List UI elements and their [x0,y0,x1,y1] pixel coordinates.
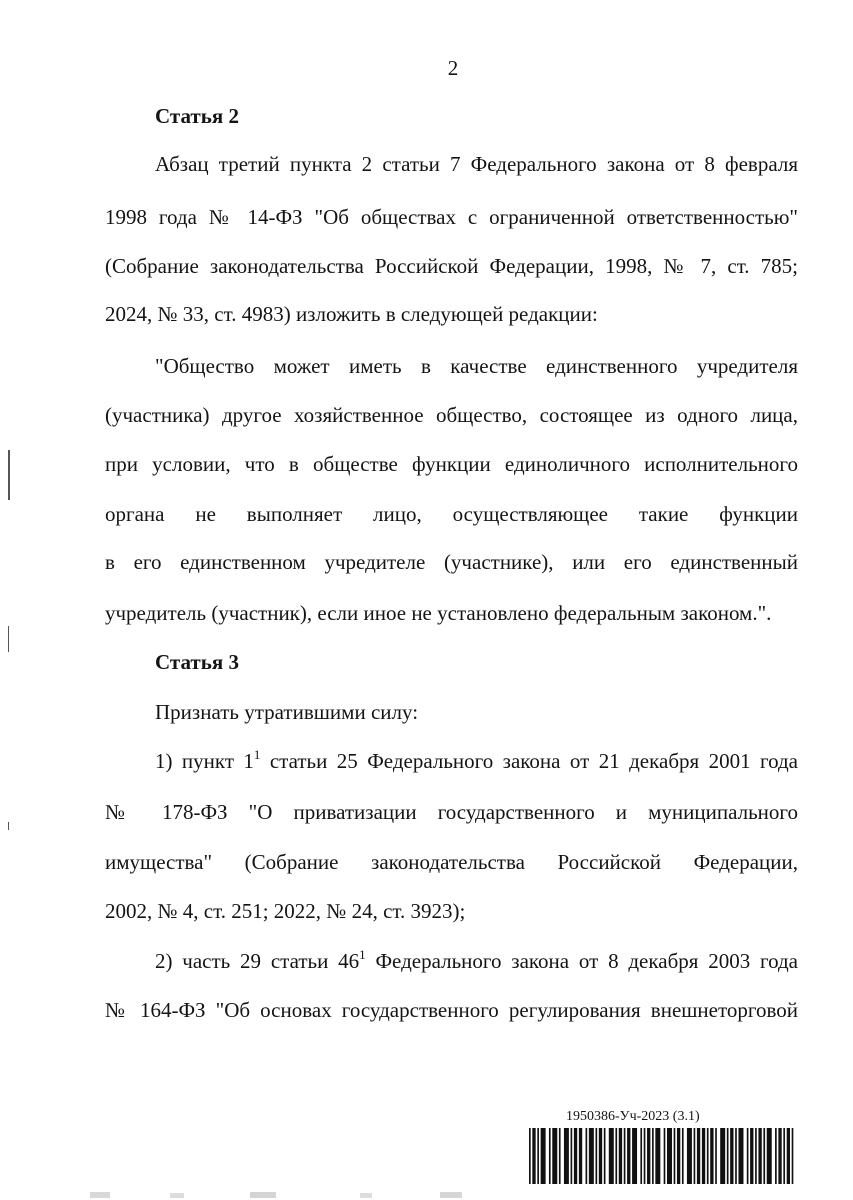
barcode-bar [763,1128,765,1184]
barcode-bar [778,1128,781,1184]
barcode-bar [767,1128,772,1184]
scan-edge-artifacts [60,1190,820,1200]
margin-scan-mark [8,822,9,830]
margin-scan-mark [8,626,9,652]
barcode-bar [599,1128,602,1184]
article-2-quote-line-6: учредитель (участник), если иное не установлено федеральным законом.". [105,601,772,625]
article-2-line-4: 2024, № 33, ст. 4983) изложить в следующей редакции: [105,302,598,326]
barcode-bar [707,1128,709,1184]
barcode-bar [549,1128,551,1184]
barcode [529,1128,795,1184]
barcode-bar [783,1128,785,1184]
barcode-bar [682,1128,684,1184]
barcode-bar [624,1128,626,1184]
barcode-bar [787,1128,790,1184]
item-2-prefix: 2) часть 29 статьи 46 [155,949,360,973]
article-2-quote-line-4: органа не выполняет лицо, осуществляющее такие функции [105,502,798,526]
article-2-heading: Статья 2 [155,104,239,128]
margin-scan-mark [8,450,10,500]
article-3-item-1-line-1 [155,748,798,774]
article-2-line-1: Абзац третий пункта 2 статьи 7 Федерального закона от 8 февраля [155,152,798,176]
article-3-item-2-line-2: № 164-ФЗ "Об основах государственного регулирования внешнеторговой [105,998,798,1022]
barcode-bar [571,1128,573,1184]
barcode-bar [652,1128,654,1184]
barcode-bar [655,1128,660,1184]
barcode-bar [579,1128,582,1184]
barcode-bar [775,1128,777,1184]
barcode-bar [541,1128,546,1184]
barcode-bar [758,1128,761,1184]
barcode-bar [792,1128,794,1184]
barcode-bar [730,1128,733,1184]
article-3-heading: Статья 3 [155,650,239,674]
barcode-bar [604,1128,606,1184]
article-2-line-3: (Собрание законодательства Российской Федерации, 1998, № 7, ст. 785; [105,254,798,278]
barcode-bar [694,1128,696,1184]
item-2-suffix: Федерального закона от 8 декабря 2003 года [365,949,798,973]
item-2-superscript: 1 [359,947,366,962]
barcode-bar [574,1128,577,1184]
barcode-bar [529,1128,531,1184]
barcode-bar [586,1128,588,1184]
barcode-bar [755,1128,757,1184]
article-3-item-2-line-1 [155,948,798,974]
article-2-quote-line-3: при условии, что в обществе функции единоличного исполнительного [105,452,798,476]
barcode-bar [615,1128,617,1184]
item-1-prefix: 1) пункт 1 [155,749,254,773]
barcode-bar [564,1128,569,1184]
barcode-bar [667,1128,672,1184]
barcode-bar [532,1128,535,1184]
barcode-bar [559,1128,561,1184]
barcode-bar [644,1128,646,1184]
barcode-bar [738,1128,743,1184]
barcode-bar [697,1128,700,1184]
article-2-quote-line-1: "Общество может иметь в качестве единственного учредителя [155,354,798,378]
barcode-bar [702,1128,705,1184]
barcode-bar [609,1128,614,1184]
barcode-bar [687,1128,692,1184]
page-number: 2 [447,56,459,80]
barcode-bar [750,1128,753,1184]
barcode-bar [735,1128,737,1184]
barcode-bar [710,1128,713,1184]
article-2-quote-line-5: в его единственном учредителе (участнике), или его единственный [105,550,798,574]
barcode-bar [720,1128,725,1184]
article-2-quote-line-2: (участника) другое хозяйственное общество, состоящее из одного лица, [105,403,798,427]
article-3-item-1-line-3: имущества" (Собрание законодательства Российской Федерации, [105,850,798,874]
barcode-bar [747,1128,749,1184]
barcode-bar [627,1128,630,1184]
barcode-bar [537,1128,539,1184]
item-1-suffix: статьи 25 Федерального закона от 21 декабря 2001 года [260,749,799,773]
document-code: 1950386-Уч-2023 (3.1) [566,1109,700,1124]
barcode-bar [596,1128,598,1184]
barcode-bar [727,1128,729,1184]
barcode-bar [640,1128,642,1184]
barcode-bar [664,1128,666,1184]
barcode-bar [674,1128,676,1184]
item-1-superscript: 1 [253,747,261,762]
barcode-bar [552,1128,557,1184]
article-3-intro: Признать утратившими силу: [155,700,419,724]
barcode-bar [677,1128,680,1184]
article-2-line-2: 1998 года № 14-ФЗ "Об обществах с ограниченной ответственностью" [105,205,798,229]
barcode-bar [619,1128,622,1184]
barcode-bar [715,1128,717,1184]
barcode-bar [589,1128,594,1184]
barcode-bar [632,1128,637,1184]
article-3-item-1-line-4: 2002, № 4, ст. 251; 2022, № 24, ст. 3923); [105,899,466,923]
article-3-item-1-line-2: № 178-ФЗ "О приватизации государственного и муниципального [105,800,798,824]
barcode-bar [647,1128,650,1184]
